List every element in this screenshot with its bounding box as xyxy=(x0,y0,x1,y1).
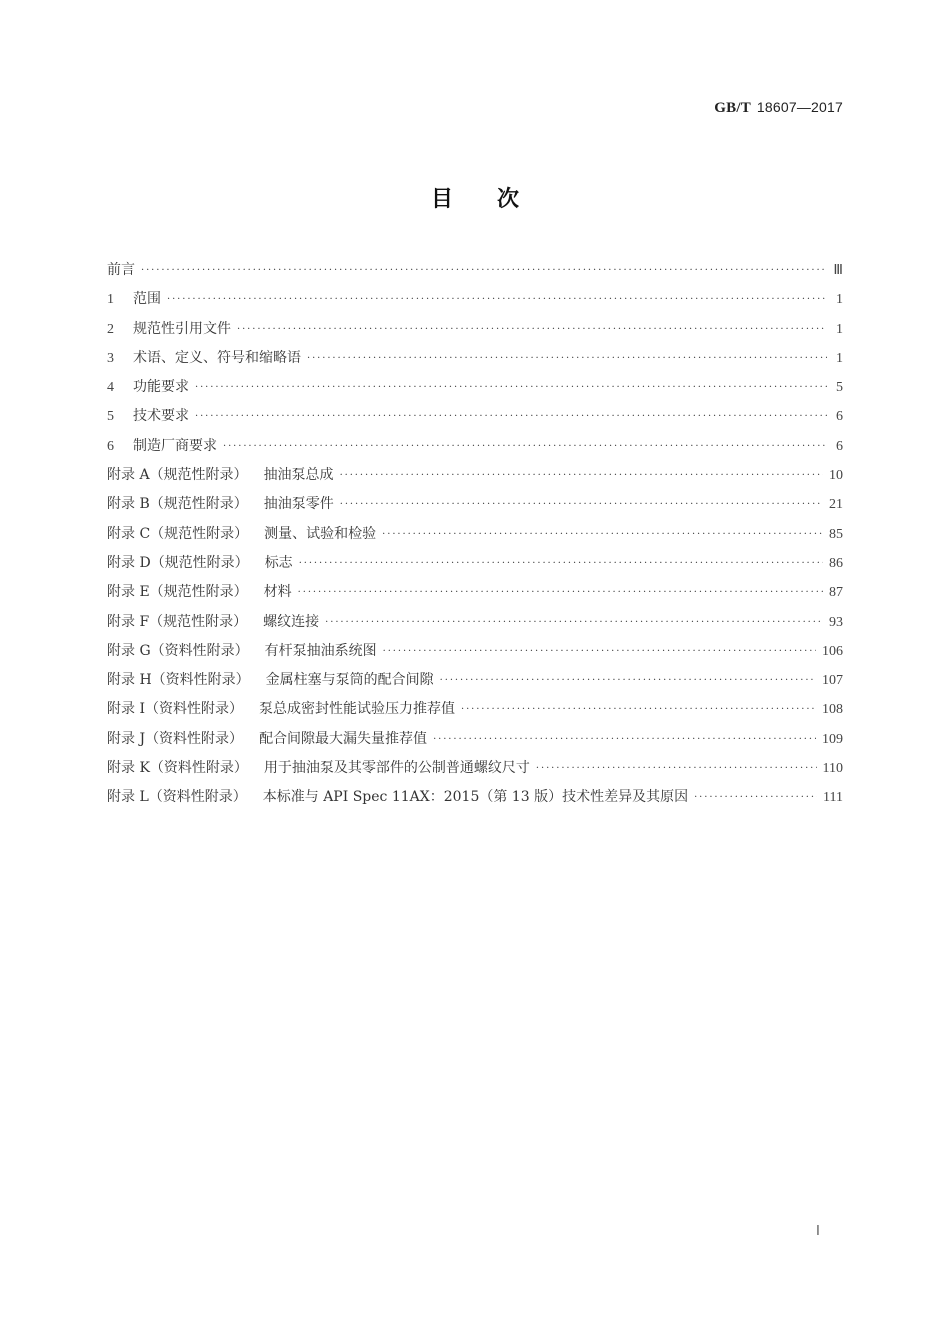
toc-page-number: 87 xyxy=(829,585,843,601)
toc-chapter-number: 5 xyxy=(107,409,114,425)
toc-page-number: 106 xyxy=(822,643,843,659)
appendix-label xyxy=(107,493,248,513)
toc-page-number: 108 xyxy=(822,702,843,718)
toc-entry-text: 前言 xyxy=(107,262,135,278)
page-number: Ⅰ xyxy=(815,1224,820,1239)
leader-dots xyxy=(340,499,823,510)
appendix-type: （资料性附录） xyxy=(149,760,248,777)
leader-dots xyxy=(383,646,816,657)
toc-entry-appendix[interactable] xyxy=(107,581,843,610)
leader-dots xyxy=(325,617,823,628)
leader-dots xyxy=(195,411,827,422)
leader-dots xyxy=(440,675,816,686)
toc-entry-text: 本标准与 API Spec 11AX：2015（第 13 版）技术性差异及其原因 xyxy=(262,789,689,806)
toc-entry-text: 功能要求 xyxy=(133,379,189,396)
appendix-type: （资料性附录） xyxy=(151,672,250,689)
toc-page-number: 1 xyxy=(836,292,843,308)
appendix-type: （规范性附录） xyxy=(150,554,249,571)
leader-dots xyxy=(167,294,827,305)
toc-entry-appendix[interactable] xyxy=(107,493,843,522)
toc-page-number: Ⅲ xyxy=(833,263,843,278)
toc-page-number: 5 xyxy=(836,380,843,396)
appendix-label xyxy=(107,552,249,572)
appendix-label xyxy=(107,581,248,601)
appendix-label xyxy=(107,464,248,484)
appendix-id: 附录 J xyxy=(107,730,146,747)
leader-dots xyxy=(433,734,816,745)
appendix-id: 附录 A xyxy=(107,467,150,484)
toc-entry-appendix[interactable] xyxy=(107,669,843,698)
toc-entry-appendix[interactable] xyxy=(107,728,843,757)
toc-page-number: 107 xyxy=(822,673,843,689)
toc-chapter-number: 4 xyxy=(107,380,114,396)
toc-entry-text: 金属柱塞与泵筒的配合间隙 xyxy=(265,672,434,689)
appendix-type: （资料性附录） xyxy=(144,701,243,718)
leader-dots xyxy=(299,558,823,569)
leader-dots xyxy=(141,265,827,276)
toc-chapter-number: 3 xyxy=(107,350,114,366)
appendix-type: （规范性附录） xyxy=(149,467,248,484)
toc-entry-text: 用于抽油泵及其零部件的公制普通螺纹尺寸 xyxy=(263,760,530,777)
toc-entry-text: 标志 xyxy=(264,554,293,571)
appendix-id: 附录 L xyxy=(107,789,149,806)
appendix-label xyxy=(107,757,248,777)
toc-page-number: 21 xyxy=(829,497,843,513)
toc-entry-appendix[interactable] xyxy=(107,698,843,727)
leader-dots xyxy=(694,792,817,803)
appendix-type: （规范性附录） xyxy=(149,496,248,513)
appendix-label xyxy=(107,611,247,631)
toc-entry-text: 材料 xyxy=(263,584,292,601)
appendix-type: （规范性附录） xyxy=(150,525,249,542)
toc-entry-text: 范围 xyxy=(133,291,161,308)
toc-chapter-number: 6 xyxy=(107,438,114,454)
leader-dots xyxy=(298,587,823,598)
toc-entry-chapter[interactable] xyxy=(107,318,843,347)
toc-entry-text: 术语、定义、符号和缩略语 xyxy=(133,349,301,366)
appendix-id: 附录 I xyxy=(107,701,145,718)
appendix-id: 附录 C xyxy=(107,525,151,542)
appendix-label xyxy=(107,786,247,806)
toc-entry-appendix[interactable] xyxy=(107,552,843,581)
toc-entry-appendix[interactable] xyxy=(107,757,843,786)
toc-entry-appendix[interactable] xyxy=(107,611,843,640)
toc-entry-text: 技术要求 xyxy=(133,408,189,425)
toc-page-number: 110 xyxy=(822,761,843,777)
appendix-label xyxy=(107,523,248,543)
toc-entry-text: 螺纹连接 xyxy=(263,613,320,630)
leader-dots xyxy=(237,324,827,335)
toc-entry-foreword[interactable] xyxy=(107,259,843,288)
appendix-id: 附录 B xyxy=(107,496,150,513)
toc-page-number: 10 xyxy=(829,468,843,484)
toc-entry-appendix[interactable] xyxy=(107,464,843,493)
toc-page-number: 109 xyxy=(822,731,843,747)
toc-chapter-number: 2 xyxy=(107,321,114,337)
appendix-id: 附录 E xyxy=(107,584,150,601)
appendix-id: 附录 G xyxy=(107,642,151,659)
appendix-label xyxy=(107,698,243,718)
toc-page-number: 6 xyxy=(836,438,843,454)
toc-entry-appendix[interactable] xyxy=(107,523,843,552)
toc-page-number: 111 xyxy=(823,790,843,806)
standard-prefix: GB/T xyxy=(714,100,751,116)
title-char-2: 次 xyxy=(497,187,520,212)
toc-entry-text: 抽油泵总成 xyxy=(263,467,334,484)
toc-entry-text: 制造厂商要求 xyxy=(133,437,217,454)
title-char-1: 目 xyxy=(430,187,453,212)
toc-entry-chapter[interactable] xyxy=(107,347,843,376)
standard-code xyxy=(714,99,843,117)
toc-entry-chapter[interactable] xyxy=(107,405,843,434)
leader-dots xyxy=(307,353,827,364)
leader-dots xyxy=(195,382,827,393)
appendix-id: 附录 K xyxy=(107,760,150,777)
leader-dots xyxy=(536,763,817,774)
appendix-id: 附录 D xyxy=(107,554,151,571)
standard-number: 18607—2017 xyxy=(756,99,843,115)
toc-page-number: 1 xyxy=(836,321,843,337)
leader-dots xyxy=(223,441,827,452)
appendix-label xyxy=(107,728,243,748)
toc-page-number: 6 xyxy=(836,409,843,425)
toc-page-number: 85 xyxy=(829,526,843,542)
toc-entry-appendix[interactable] xyxy=(107,786,843,815)
toc-entry-chapter[interactable] xyxy=(107,288,843,317)
toc-page-number: 93 xyxy=(829,614,843,630)
table-of-contents xyxy=(107,259,843,816)
appendix-label xyxy=(107,640,249,660)
appendix-label xyxy=(107,669,250,689)
appendix-type: （规范性附录） xyxy=(149,613,248,630)
toc-entry-text: 配合间隙最大漏失量推荐值 xyxy=(259,730,428,747)
leader-dots xyxy=(461,704,816,715)
appendix-type: （资料性附录） xyxy=(145,730,244,747)
appendix-type: （规范性附录） xyxy=(149,584,248,601)
appendix-id: 附录 H xyxy=(107,672,152,689)
leader-dots xyxy=(382,529,823,540)
toc-entry-text: 规范性引用文件 xyxy=(133,320,231,337)
toc-page-number: 1 xyxy=(836,350,843,366)
toc-entry-chapter[interactable] xyxy=(107,435,843,464)
appendix-id: 附录 F xyxy=(107,613,150,630)
toc-entry-text: 抽油泵零件 xyxy=(263,496,334,513)
toc-chapter-number: 1 xyxy=(107,292,114,308)
toc-entry-text: 泵总成密封性能试验压力推荐值 xyxy=(258,701,455,718)
leader-dots xyxy=(340,470,823,481)
toc-page-number: 86 xyxy=(829,555,843,571)
appendix-type: （资料性附录） xyxy=(148,789,247,806)
toc-entry-chapter[interactable] xyxy=(107,376,843,405)
toc-entry-text: 测量、试验和检验 xyxy=(264,525,377,542)
page-title xyxy=(0,182,950,213)
toc-entry-appendix[interactable] xyxy=(107,640,843,669)
toc-entry-text: 有杆泵抽油系统图 xyxy=(264,642,377,659)
appendix-type: （资料性附录） xyxy=(150,642,249,659)
